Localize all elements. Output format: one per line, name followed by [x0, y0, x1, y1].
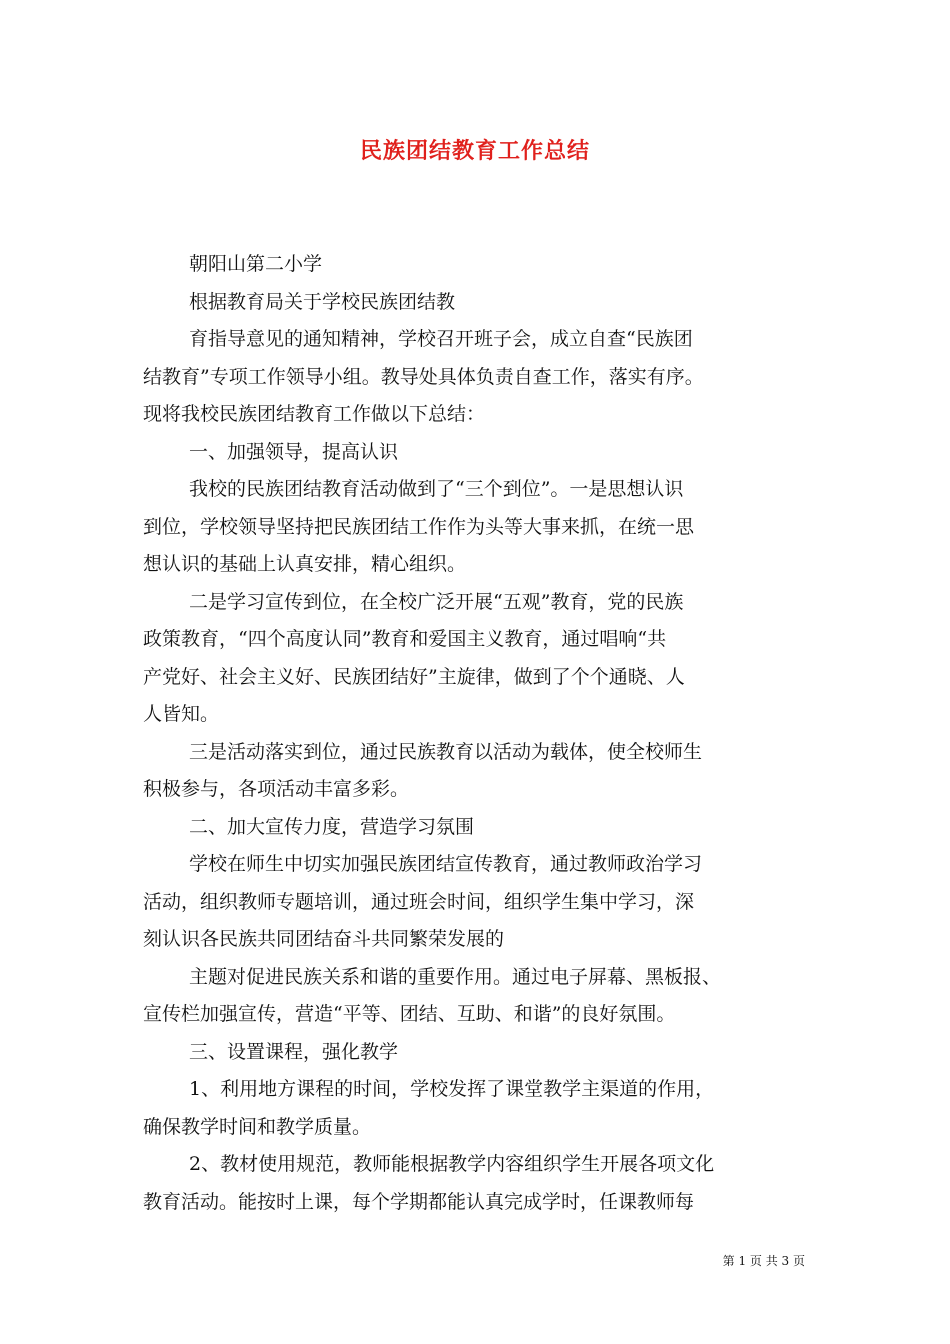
- document-body: [143, 246, 813, 1221]
- body-line: 三是活动落实到位，通过民族教育以活动为载体，使全校师生: [189, 740, 703, 763]
- body-line: 教育活动。能按时上课，每个学期都能认真完成学时，任课教师每: [143, 1190, 695, 1213]
- body-line: 学校在师生中切实加强民族团结宣传教育，通过教师政治学习: [189, 853, 703, 875]
- page-footer: 第 1 页 共 3 页: [722, 1254, 805, 1268]
- body-line: 现将我校民族团结教育工作做以下总结：: [143, 403, 486, 425]
- body-line: 根据教育局关于学校民族团结教: [189, 290, 456, 313]
- document-title: 民族团结教育工作总结: [359, 139, 590, 164]
- body-line: 产党好、社会主义好、民族团结好”主旋律，做到了个个通晓、人: [143, 665, 685, 688]
- body-line: 宣传栏加强宣传，营造“平等、团结、互助、和谐”的良好氛围。: [143, 1003, 676, 1025]
- body-line: 二、加大宣传力度，营造学习氛围: [189, 815, 475, 838]
- body-line: 人皆知。: [143, 703, 220, 725]
- body-line: 政策教育，“四个高度认同”教育和爱国主义教育，通过唱响“共: [143, 628, 667, 650]
- body-line: 三、设置课程，强化教学: [189, 1040, 399, 1063]
- body-line: 我校的民族团结教育活动做到了“三个到位”。一是思想认识: [189, 478, 684, 500]
- body-line: 一、加强领导，提高认识: [189, 440, 399, 463]
- body-line: 活动，组织教师专题培训，通过班会时间，组织学生集中学习，深: [143, 890, 695, 913]
- body-line: 二是学习宣传到位，在全校广泛开展“五观”教育，党的民族: [189, 590, 684, 613]
- body-line: 育指导意见的通知精神，学校召开班子会，成立自查“民族团: [189, 328, 693, 350]
- body-line: 刻认识各民族共同团结奋斗共同繁荣发展的: [143, 928, 505, 950]
- body-line: 结教育”专项工作领导小组。教导处具体负责自查工作，落实有序。: [143, 365, 704, 388]
- body-line: 2、教材使用规范，教师能根据教学内容组织学生开展各项文化: [189, 1153, 715, 1175]
- body-line: 确保教学时间和教学质量。: [143, 1115, 372, 1138]
- body-line: 到位，学校领导坚持把民族团结工作作为头等大事来抓，在统一思: [143, 515, 695, 538]
- body-line: 1、利用地方课程的时间，学校发挥了课堂教学主渠道的作用，: [189, 1078, 715, 1100]
- body-line: 想认识的基础上认真安排，精心组织。: [143, 553, 467, 575]
- body-line: 朝阳山第二小学: [189, 253, 323, 275]
- body-line: 积极参与，各项活动丰富多彩。: [143, 778, 410, 800]
- body-line: 主题对促进民族关系和谐的重要作用。通过电子屏幕、黑板报、: [189, 965, 722, 988]
